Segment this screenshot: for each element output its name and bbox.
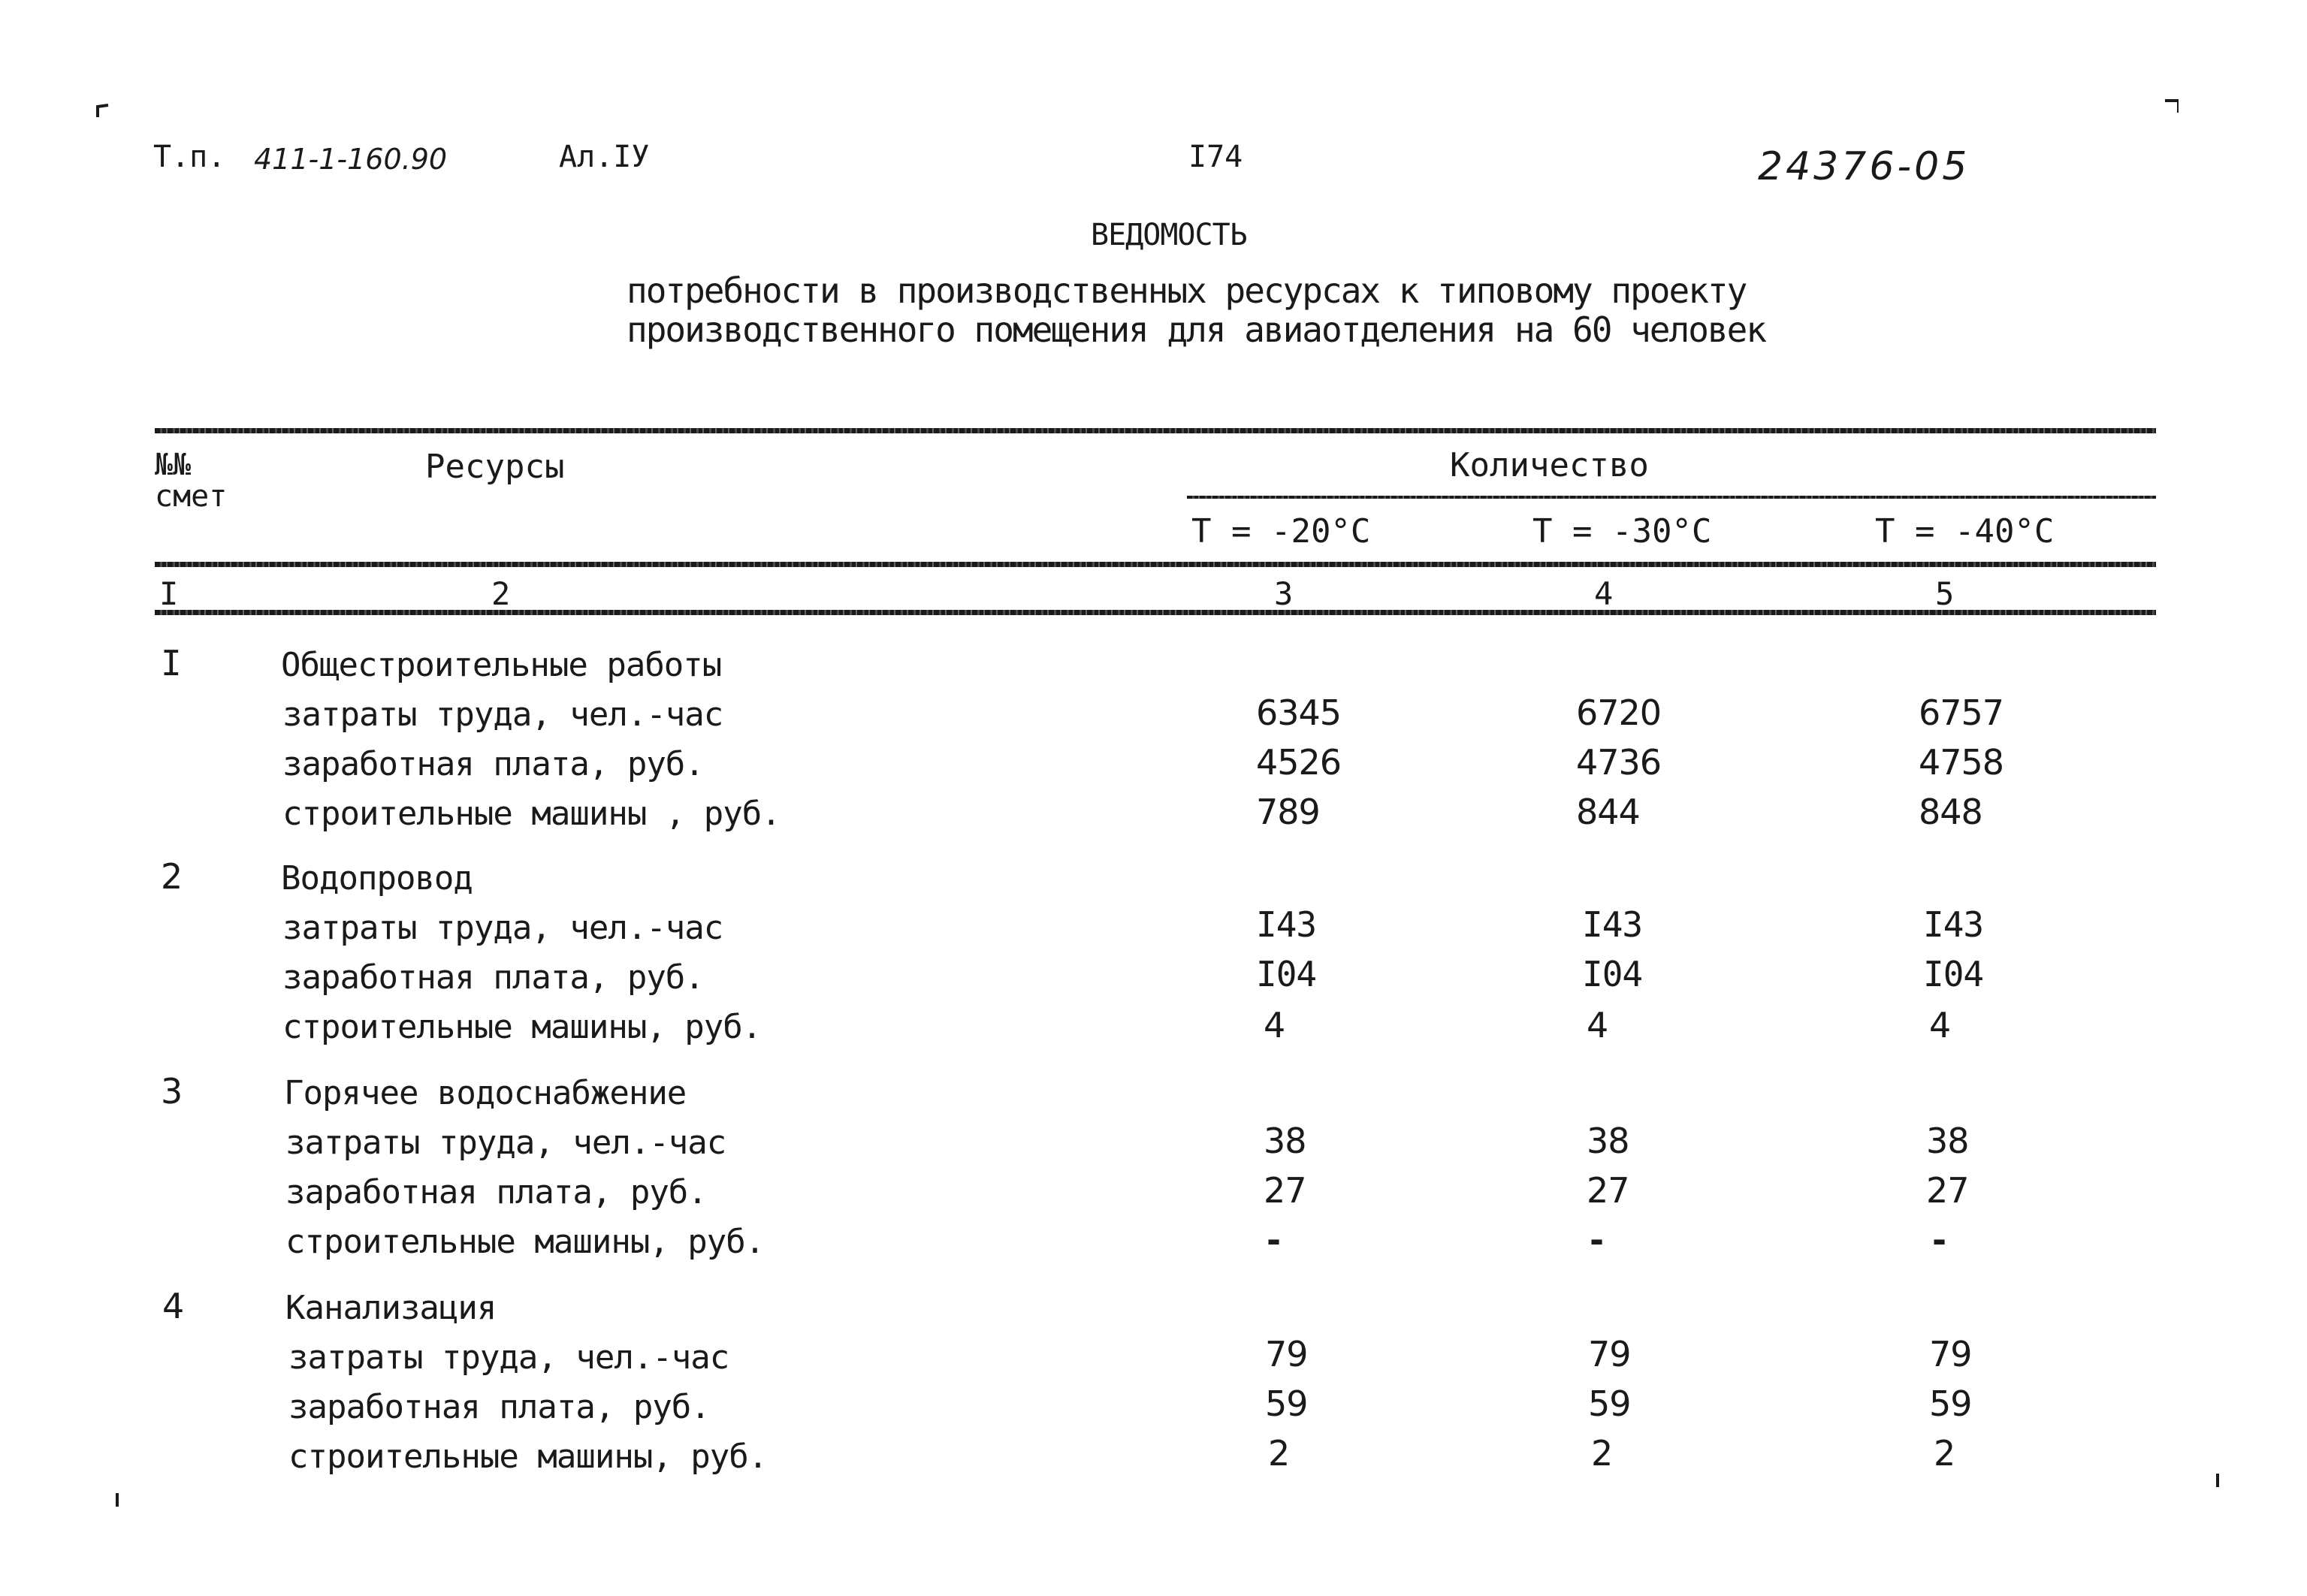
cell-value: 2: [1268, 1433, 1290, 1474]
col-estimates-header-line2: смет: [155, 479, 228, 514]
col-resources-header: Ресурсы: [425, 448, 565, 486]
cell-value: 4: [1929, 1005, 1951, 1045]
cell-value: 6757: [1919, 692, 2004, 733]
inventory-number: 24376-05: [1758, 144, 1970, 189]
section-number: 4: [162, 1286, 185, 1326]
subtitle-line-2: производственного помещения для авиаотделения на 60 человек: [627, 309, 1765, 350]
header-bottom-rule: [155, 562, 2156, 567]
cell-value: 6345: [1256, 692, 1342, 733]
cell-value: 59: [1929, 1383, 1972, 1424]
row-label: строительные машины, руб.: [285, 1223, 765, 1261]
section-title: Общестроительные работы: [281, 646, 722, 684]
document-title: ВЕДОМОСТЬ: [1091, 218, 1247, 252]
table-top-rule: [155, 428, 2156, 433]
section-title: Горячее водоснабжение: [284, 1074, 687, 1112]
section-title: Водопровод: [281, 859, 473, 898]
cell-value: 4: [1587, 1005, 1608, 1045]
cell-value: 79: [1929, 1334, 1972, 1374]
temp-header-minus40: Т = -40°С: [1875, 512, 2055, 551]
cell-value: 59: [1265, 1383, 1308, 1424]
corner-mark-bottom-right: [2206, 1472, 2221, 1487]
corner-mark-top-left: [96, 104, 111, 119]
section-number: 2: [161, 856, 183, 897]
row-label: строительные машины, руб.: [282, 1008, 762, 1046]
cell-value: 6720: [1576, 692, 1662, 733]
section-number: I: [161, 643, 182, 683]
cell-value: 38: [1926, 1121, 1969, 1161]
cell-value: I43: [1582, 904, 1643, 945]
section-title: Канализация: [285, 1289, 497, 1327]
column-number-4: 4: [1594, 575, 1614, 612]
row-label: заработная плата, руб.: [282, 745, 704, 783]
cell-value: 848: [1919, 792, 1982, 832]
column-number-2: 2: [491, 575, 511, 612]
cell-value: 59: [1588, 1383, 1631, 1424]
column-numbers-rule: [155, 610, 2156, 615]
cell-value: 27: [1587, 1170, 1629, 1211]
cell-value: 27: [1264, 1170, 1306, 1211]
cell-value: I04: [1256, 954, 1317, 994]
cell-value: 27: [1926, 1170, 1969, 1211]
cell-value: 844: [1576, 792, 1640, 832]
cell-value: I04: [1582, 954, 1643, 994]
column-number-3: 3: [1274, 575, 1294, 612]
cell-value: 2: [1934, 1433, 1955, 1474]
album-label: Ал.IУ: [559, 140, 650, 174]
cell-value: 4526: [1256, 742, 1342, 783]
cell-value: 38: [1587, 1121, 1629, 1161]
corner-mark-bottom-left: [114, 1492, 129, 1507]
tp-number: 411-1-160.90: [254, 143, 448, 176]
cell-value: 79: [1588, 1334, 1631, 1374]
temp-header-minus20: Т = -20°С: [1191, 512, 1371, 551]
row-label: затраты труда, чел.-час: [282, 695, 723, 734]
cell-value: 4: [1264, 1005, 1285, 1045]
row-label: затраты труда, чел.-час: [285, 1124, 726, 1162]
cell-value: 79: [1265, 1334, 1308, 1374]
quantity-subheader-rule: [1187, 496, 2156, 499]
row-label: заработная плата, руб.: [285, 1173, 707, 1211]
row-label: строительные машины, руб.: [288, 1438, 768, 1476]
cell-value: 38: [1264, 1121, 1306, 1161]
row-label: заработная плата, руб.: [282, 958, 704, 997]
cell-value: I43: [1923, 904, 1984, 945]
temp-header-minus30: Т = -30°С: [1532, 512, 1712, 551]
page-number: I74: [1188, 140, 1243, 174]
cell-value: -: [1267, 1220, 1281, 1260]
cell-value: 2: [1591, 1433, 1613, 1474]
row-label: строительные машины , руб.: [282, 795, 781, 833]
col-quantity-header: Количество: [1450, 446, 1649, 484]
subtitle-line-1: потребности в производственных ресурсах к типовому проекту: [627, 270, 1747, 311]
row-label: затраты труда, чел.-час: [288, 1338, 729, 1377]
column-number-5: 5: [1935, 575, 1955, 612]
cell-value: I43: [1256, 904, 1317, 945]
col-estimates-header-line1: №№: [155, 448, 192, 482]
cell-value: 4758: [1919, 742, 2004, 783]
col-estimates-header: [155, 448, 227, 514]
cell-value: -: [1932, 1220, 1946, 1260]
row-label: затраты труда, чел.-час: [282, 909, 723, 947]
column-number-1: I: [159, 575, 179, 612]
row-label: заработная плата, руб.: [288, 1388, 710, 1426]
corner-mark-top-right: [2164, 98, 2179, 113]
tp-prefix: Т.п.: [153, 140, 226, 174]
cell-value: I04: [1923, 954, 1984, 994]
section-number: 3: [161, 1071, 183, 1112]
cell-value: 4736: [1576, 742, 1662, 783]
cell-value: -: [1590, 1220, 1604, 1260]
cell-value: 789: [1256, 792, 1320, 832]
